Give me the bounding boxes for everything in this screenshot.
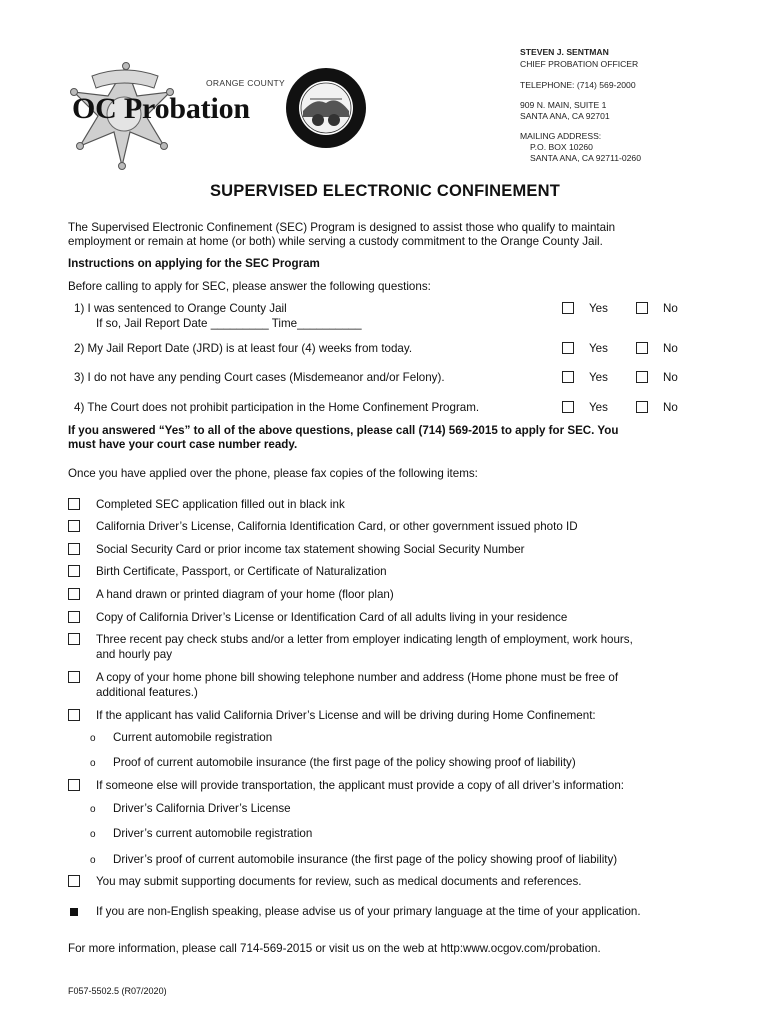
more-info: For more information, please call 714-569-2015 or visit us on the web at http:www.ocgov.com/probation.	[68, 942, 601, 955]
question-1-line-1: 1) I was sentenced to Orange County Jail	[74, 302, 287, 315]
q4-no-label: No	[663, 401, 678, 414]
address-line-1: 909 N. MAIN, SUITE 1	[520, 100, 607, 110]
item-10-checkbox[interactable]	[68, 779, 80, 791]
item-1-checkbox[interactable]	[68, 498, 80, 510]
q1-yes-checkbox[interactable]	[562, 302, 574, 314]
language-item-text: If you are non-English speaking, please advise us of your primary language at the time of your application.	[96, 905, 641, 918]
q1-no-label: No	[663, 302, 678, 315]
page-title: SUPERVISED ELECTRONIC CONFINEMENT	[209, 182, 561, 200]
intro-line-2: employment or remain at home (or both) while serving a custody commitment to the Orange County Jail.	[68, 235, 603, 248]
item-8-checkbox[interactable]	[68, 671, 80, 683]
q3-no-checkbox[interactable]	[636, 371, 648, 383]
sub-a-1-bullet: o	[90, 733, 96, 744]
sub-a-2-text: Proof of current automobile insurance (the first page of the policy showing proof of liability)	[113, 756, 576, 769]
address-line-2: SANTA ANA, CA 92701	[520, 111, 610, 121]
q2-yes-label: Yes	[589, 342, 608, 355]
item-2-checkbox[interactable]	[68, 520, 80, 532]
q2-no-checkbox[interactable]	[636, 342, 648, 354]
sub-a-1-text: Current automobile registration	[113, 731, 273, 744]
q3-yes-label: Yes	[589, 371, 608, 384]
item-5-checkbox[interactable]	[68, 588, 80, 600]
item-7-checkbox[interactable]	[68, 633, 80, 645]
item-6-checkbox[interactable]	[68, 611, 80, 623]
q3-no-label: No	[663, 371, 678, 384]
item-8-text-line-2: additional features.)	[96, 686, 198, 699]
instructions-heading: Instructions on applying for the SEC Program	[68, 257, 320, 270]
question-4: 4) The Court does not prohibit participation in the Home Confinement Program.	[74, 401, 480, 414]
sub-b-1-text: Driver’s California Driver’s License	[113, 802, 291, 815]
mailing-label: MAILING ADDRESS:	[520, 131, 602, 141]
item-3-checkbox[interactable]	[68, 543, 80, 555]
sub-b-1-bullet: o	[90, 804, 96, 815]
q1-no-checkbox[interactable]	[636, 302, 648, 314]
sub-b-2-bullet: o	[90, 829, 96, 840]
item-8-text-line-1: A copy of your home phone bill showing telephone number and address (Home phone must be free of	[96, 671, 619, 684]
item-4-text: Birth Certificate, Passport, or Certificate of Naturalization	[96, 565, 387, 578]
item-3-text: Social Security Card or prior income tax statement showing Social Security Number	[96, 543, 525, 556]
question-2: 2) My Jail Report Date (JRD) is at least four (4) weeks from today.	[74, 342, 413, 355]
item-10-text: If someone else will provide transportation, the applicant must provide a copy of all driver’s information:	[96, 779, 624, 792]
bold-note-line-1: If you answered “Yes” to all of the above questions, please call (714) 569-2015 to apply for SEC. You	[68, 424, 619, 437]
q2-no-label: No	[663, 342, 678, 355]
sub-b-3-bullet: o	[90, 855, 96, 866]
sub-b-2-text: Driver’s current automobile registration	[113, 827, 313, 840]
q4-yes-checkbox[interactable]	[562, 401, 574, 413]
q4-yes-label: Yes	[589, 401, 608, 414]
before-calling: Before calling to apply for SEC, please answer the following questions:	[68, 280, 431, 293]
item-9-text: If the applicant has valid California Driver’s License and will be driving during Home Confinement:	[96, 709, 596, 722]
item-7-text-line-2: and hourly pay	[96, 648, 173, 661]
q4-no-checkbox[interactable]	[636, 401, 648, 413]
intro-line-1: The Supervised Electronic Confinement (SEC) Program is designed to assist those who qualify to maintain	[68, 221, 616, 234]
sub-b-3-text: Driver’s proof of current automobile insurance (the first page of the policy showing proof of liability)	[113, 853, 618, 866]
mailing-line-1: P.O. BOX 10260	[530, 142, 593, 152]
item-7-text-line-1: Three recent pay check stubs and/or a letter from employer indicating length of employment, work hours,	[96, 633, 633, 646]
telephone: TELEPHONE: (714) 569-2000	[520, 80, 636, 90]
fax-intro: Once you have applied over the phone, please fax copies of the following items:	[68, 467, 478, 480]
county-label: ORANGE COUNTY	[206, 78, 285, 88]
bold-note-line-2: must have your court case number ready.	[68, 438, 298, 451]
item-9-checkbox[interactable]	[68, 709, 80, 721]
item-11-checkbox[interactable]	[68, 875, 80, 887]
item-6-text: Copy of California Driver’s License or Identification Card of all adults living in your residence	[96, 611, 568, 624]
wordmark: OC Probation	[72, 92, 250, 125]
form-number: F057-5502.5 (R07/2020)	[68, 986, 167, 996]
mailing-line-2: SANTA ANA, CA 92711-0260	[530, 153, 641, 163]
officer-title: CHIEF PROBATION OFFICER	[520, 59, 639, 69]
q1-yes-label: Yes	[589, 302, 608, 315]
item-2-text: California Driver’s License, California Identification Card, or other government issued photo ID	[96, 520, 578, 533]
question-1-line-2: If so, Jail Report Date _________ Time__________	[96, 317, 362, 330]
question-3: 3) I do not have any pending Court cases (Misdemeanor and/or Felony).	[74, 371, 445, 384]
county-seal-icon	[285, 67, 367, 149]
sub-a-2-bullet: o	[90, 758, 96, 769]
q2-yes-checkbox[interactable]	[562, 342, 574, 354]
q3-yes-checkbox[interactable]	[562, 371, 574, 383]
item-5-text: A hand drawn or printed diagram of your home (floor plan)	[96, 588, 394, 601]
item-1-text: Completed SEC application filled out in black ink	[96, 498, 345, 511]
square-bullet-icon	[70, 908, 78, 916]
officer-name: STEVEN J. SENTMAN	[520, 47, 609, 57]
item-11-text: You may submit supporting documents for review, such as medical documents and references.	[96, 875, 582, 888]
item-4-checkbox[interactable]	[68, 565, 80, 577]
